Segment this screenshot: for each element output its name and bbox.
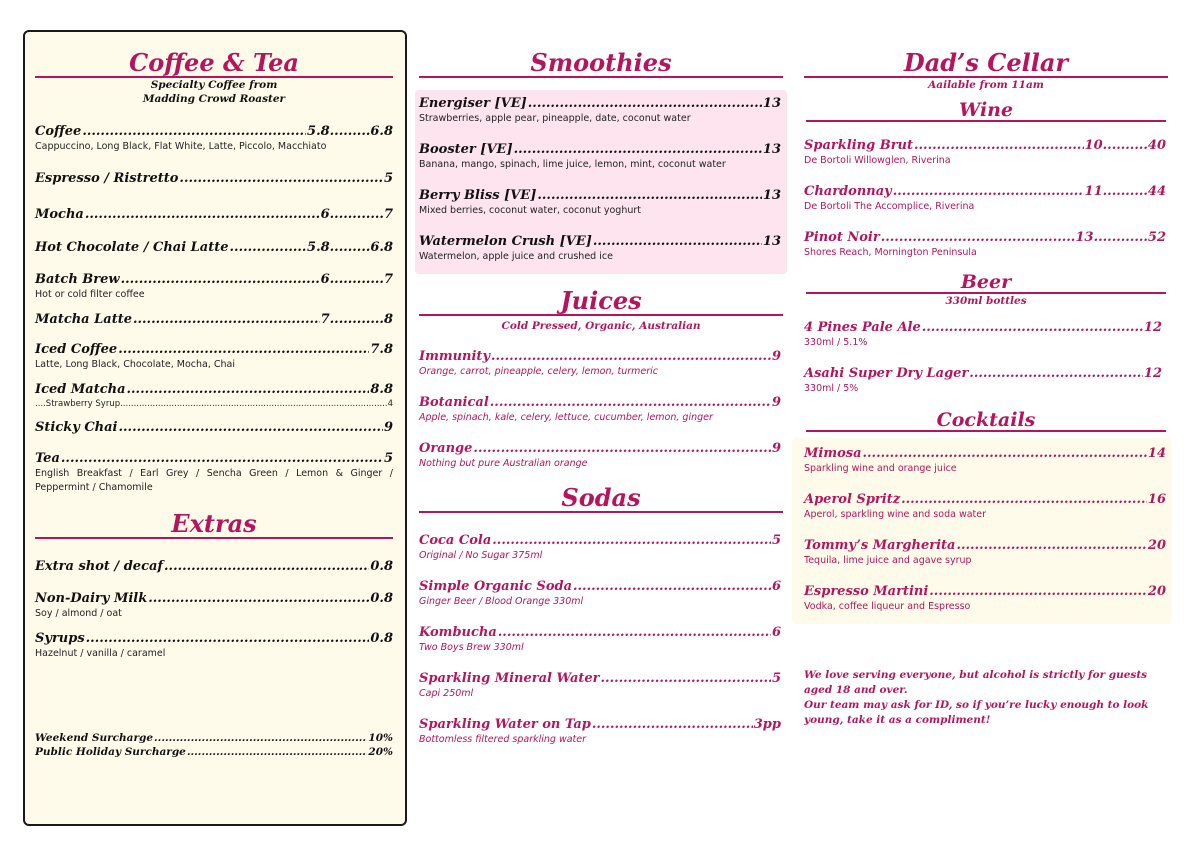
item-price: 3pp (753, 717, 781, 732)
juices-list (415, 349, 787, 471)
item-name: Espresso / Ristretto (35, 171, 179, 186)
item-name: Mocha (35, 207, 84, 222)
extras-title: Extras (35, 511, 393, 539)
coffee-subtitle-2: Madding Crowd Roaster (142, 93, 286, 105)
menu-item-kombucha (419, 625, 781, 655)
item-price: 5 (383, 171, 393, 186)
item-name: Batch Brew (35, 272, 120, 287)
item-desc: Hazelnut / vanilla / caramel (35, 648, 166, 659)
item-price: 7............8 (320, 312, 393, 327)
item-desc: Mixed berries, coconut water, coconut yoghurt (419, 205, 642, 216)
menu-item-matcha-latte (35, 312, 393, 328)
cocktails-box (792, 438, 1172, 624)
item-desc: Ginger Beer / Blood Orange 330ml (419, 596, 584, 607)
notice-line-2: Our team may ask for ID, so if you’re lucky enough to look young, take it as a compliment! (804, 699, 1149, 726)
menu-item-pinot-noir (804, 230, 1166, 260)
item-name: Iced Matcha (35, 382, 126, 397)
menu-item-mineral-water (419, 671, 781, 701)
item-price: 20 (1147, 538, 1166, 553)
item-price: 16 (1147, 492, 1166, 507)
item-price: 20 (1147, 584, 1166, 599)
item-desc: Two Boys Brew 330ml (419, 642, 524, 653)
item-desc: Tequila, lime juice and agave syrup (804, 555, 972, 566)
menu-item-berry-bliss (419, 188, 781, 218)
beer-list (800, 320, 1172, 396)
item-price: 13 (762, 96, 781, 111)
menu-item-espresso-martini (804, 584, 1166, 614)
menu-item-iced-coffee (35, 342, 393, 372)
item-price: 0.8 (370, 559, 393, 574)
item-name: Sparkling Mineral Water (419, 671, 600, 686)
menu-item-energiser (419, 96, 781, 126)
item-desc: Sparkling wine and orange juice (804, 463, 957, 474)
item-price: 9 (771, 395, 781, 410)
surcharge-name: Weekend Surcharge (35, 732, 154, 744)
menu-item-organic-soda (419, 579, 781, 609)
item-price: 11..........44 (1084, 184, 1166, 199)
menu-item-mocha (35, 207, 393, 223)
item-name: Tea (35, 451, 60, 466)
item-name: Sparkling Brut (804, 138, 913, 153)
item-price: 13............52 (1075, 230, 1166, 245)
item-price: 5.8.........6.8 (307, 124, 393, 139)
item-desc: Soy / almond / oat (35, 608, 122, 619)
item-desc: Cappuccino, Long Black, Flat White, Latte, Piccolo, Macchiato (35, 141, 327, 152)
item-price: 6............7 (320, 272, 393, 287)
item-name: Berry Bliss [VE] (419, 188, 537, 203)
item-name: Sticky Chai (35, 420, 118, 435)
item-price: 14 (1147, 446, 1166, 461)
surcharge-name: Public Holiday Surcharge (35, 746, 186, 758)
menu-item-coffee (35, 124, 393, 154)
item-desc: Orange, carrot, pineapple, celery, lemon, turmeric (419, 366, 659, 377)
menu-item-sparkling-brut (804, 138, 1166, 168)
item-price: 10..........40 (1084, 138, 1166, 153)
item-name: Tommy’s Margherita (804, 538, 956, 553)
menu-item-tea (35, 451, 393, 495)
surcharge-value: 10% (368, 732, 393, 744)
item-name: Immunity (419, 349, 490, 364)
menu-item-pale-ale (804, 320, 1162, 350)
item-name: Coca Cola (419, 533, 492, 548)
item-name: Simple Organic Soda (419, 579, 572, 594)
cellar-title: Dad’s Cellar (804, 50, 1168, 78)
menu-item-iced-matcha (35, 382, 393, 410)
sodas-title: Sodas (419, 485, 783, 513)
smoothies-box (415, 90, 787, 274)
item-desc: Vodka, coffee liqueur and Espresso (804, 601, 971, 612)
menu-item-espresso (35, 171, 393, 187)
menu-item-asahi (804, 366, 1162, 396)
item-name: Booster [VE] (419, 142, 513, 157)
menu-item-booster (419, 142, 781, 172)
item-desc: English Breakfast / Earl Grey / Sencha Green / Lemon & Ginger / Peppermint / Chamomile (35, 468, 393, 493)
item-name: Mimosa (804, 446, 862, 461)
item-desc: Latte, Long Black, Chocolate, Mocha, Chai (35, 359, 236, 370)
menu-item-water-on-tap (419, 717, 781, 747)
item-name: Watermelon Crush [VE] (419, 234, 592, 249)
item-price: 5 (771, 671, 781, 686)
menu-item-mimosa (804, 446, 1166, 476)
item-desc: Nothing but pure Australian orange (419, 458, 588, 469)
item-name: Coffee (35, 124, 82, 139)
holiday-surcharge (35, 745, 393, 759)
coffee-tea-panel (23, 30, 407, 826)
smoothies-juices-sodas-column (415, 30, 787, 747)
menu-item-watermelon-crush (419, 234, 781, 264)
item-name: Botanical (419, 395, 489, 410)
weekend-surcharge (35, 731, 393, 745)
item-desc: 330ml / 5.1% (804, 337, 868, 348)
item-desc: Aperol, sparkling wine and soda water (804, 509, 987, 520)
item-name: Kombucha (419, 625, 497, 640)
item-name: Pinot Noir (804, 230, 880, 245)
syrup-price: 4 (387, 399, 393, 409)
item-price: 12 (1143, 366, 1162, 381)
menu-item-batch-brew (35, 272, 393, 302)
item-price: 5 (383, 451, 393, 466)
sodas-list (415, 533, 787, 747)
item-name: Iced Coffee (35, 342, 118, 357)
item-price: 0.8 (370, 591, 393, 606)
item-name: Asahi Super Dry Lager (804, 366, 969, 381)
item-name: Non-Dairy Milk (35, 591, 148, 606)
beer-subtitle: 330ml bottles (945, 295, 1027, 307)
coffee-tea-title: Coffee & Tea (35, 50, 393, 78)
item-price: 9 (771, 441, 781, 456)
wine-title: Wine (806, 100, 1166, 122)
item-desc: Bottomless filtered sparkling water (419, 734, 587, 745)
syrup-name: ....Strawberry Syrup (35, 399, 121, 409)
item-price: 13 (762, 188, 781, 203)
wine-list (800, 138, 1172, 260)
item-desc: Banana, mango, spinach, lime juice, lemon, mint, coconut water (419, 159, 726, 170)
menu-item-aperol-spritz (804, 492, 1166, 522)
item-price: 5 (771, 533, 781, 548)
cocktails-title: Cocktails (806, 410, 1166, 432)
item-price: 12 (1143, 320, 1162, 335)
item-price: 5.8.........6.8 (307, 240, 393, 255)
item-price: 9 (383, 420, 393, 435)
surcharge-value: 20% (368, 746, 393, 758)
item-name: Extra shot / decaf (35, 559, 164, 574)
item-price: 6 (771, 579, 781, 594)
menu-item-botanical (419, 395, 781, 425)
item-price: 0.8 (370, 631, 393, 646)
menu-item-syrups (35, 631, 393, 661)
item-name: Matcha Latte (35, 312, 132, 327)
item-name: Orange (419, 441, 473, 456)
age-notice (800, 668, 1172, 728)
item-desc: Hot or cold filter coffee (35, 289, 145, 300)
item-name: 4 Pines Pale Ale (804, 320, 921, 335)
item-price: 6............7 (320, 207, 393, 222)
item-price: 9 (771, 349, 781, 364)
menu-item-chardonnay (804, 184, 1166, 214)
menu-item-non-dairy-milk (35, 591, 393, 621)
item-desc: Shores Reach, Mornington Peninsula (804, 247, 977, 258)
menu-item-coca-cola (419, 533, 781, 563)
item-price: 7.8 (370, 342, 393, 357)
item-desc: De Bortoli Willowglen, Riverina (804, 155, 951, 166)
item-name: Chardonnay (804, 184, 892, 199)
strawberry-syrup-row (35, 398, 393, 410)
coffee-subtitle-1: Specialty Coffee from (150, 79, 278, 91)
menu-item-orange (419, 441, 781, 471)
juices-subtitle: Cold Pressed, Organic, Australian (501, 320, 701, 332)
item-price: 8.8 (370, 382, 393, 397)
menu-item-sticky-chai (35, 420, 393, 436)
item-desc: 330ml / 5% (804, 383, 859, 394)
cellar-subtitle: Aailable from 11am (928, 79, 1044, 91)
item-desc: Original / No Sugar 375ml (419, 550, 543, 561)
item-price: 6 (771, 625, 781, 640)
item-name: Aperol Spritz (804, 492, 901, 507)
surcharges (35, 731, 393, 759)
dads-cellar-column (800, 30, 1172, 728)
juices-title: Juices (419, 288, 783, 316)
item-desc: De Bortoli The Accomplice, Riverina (804, 201, 975, 212)
item-price: 13 (762, 142, 781, 157)
item-desc: Watermelon, apple juice and crushed ice (419, 251, 613, 262)
menu-item-extra-shot (35, 559, 393, 575)
item-price: 13 (762, 234, 781, 249)
item-name: Hot Chocolate / Chai Latte (35, 240, 229, 255)
menu-item-hot-chocolate (35, 240, 393, 256)
smoothies-title: Smoothies (419, 50, 783, 78)
beer-title: Beer (806, 272, 1166, 294)
item-name: Sparkling Water on Tap (419, 717, 591, 732)
item-desc: Apple, spinach, kale, celery, lettuce, cucumber, lemon, ginger (419, 412, 713, 423)
menu-item-margherita (804, 538, 1166, 568)
item-name: Syrups (35, 631, 85, 646)
item-desc: Strawberries, apple pear, pineapple, date, coconut water (419, 113, 691, 124)
item-name: Energiser [VE] (419, 96, 527, 111)
item-desc: Capi 250ml (419, 688, 474, 699)
notice-line-1: We love serving everyone, but alcohol is strictly for guests aged 18 and over. (804, 669, 1148, 696)
menu-item-immunity (419, 349, 781, 379)
item-name: Espresso Martini (804, 584, 929, 599)
